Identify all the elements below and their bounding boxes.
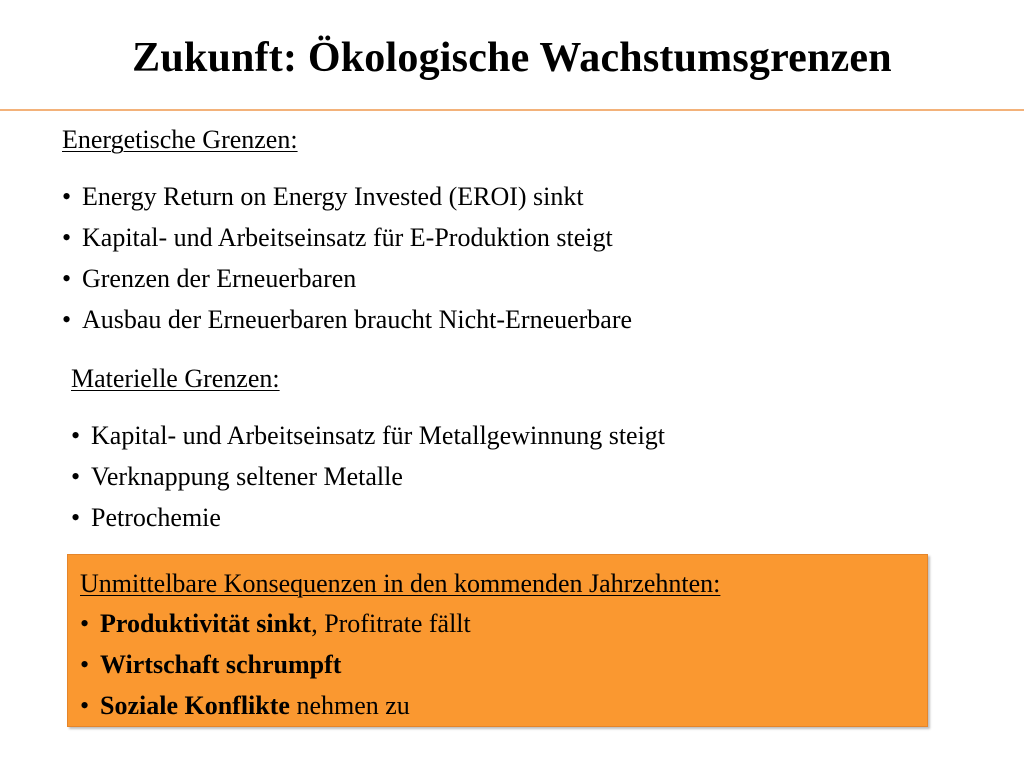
bullet: • bbox=[80, 609, 90, 638]
bullet: • bbox=[62, 182, 72, 211]
bullet: • bbox=[71, 462, 81, 491]
bullet: • bbox=[80, 650, 90, 679]
list-item-text: Petrochemie bbox=[91, 503, 221, 532]
list-item bbox=[80, 644, 471, 685]
bullet: • bbox=[62, 223, 72, 252]
list-item-text: Kapital- und Arbeitseinsatz für Metallgewinnung steigt bbox=[91, 421, 666, 450]
plain-phrase: nehmen zu bbox=[289, 691, 410, 720]
material-limits-list bbox=[71, 415, 665, 538]
consequences-heading: Unmittelbare Konsequenzen in den kommenden Jahrzehnten: bbox=[80, 569, 721, 598]
list-item bbox=[71, 497, 665, 538]
list-item bbox=[80, 603, 471, 644]
material-limits-heading: Materielle Grenzen: bbox=[71, 364, 280, 393]
list-item bbox=[71, 415, 665, 456]
list-item-text: Grenzen der Erneuerbaren bbox=[82, 264, 357, 293]
bullet: • bbox=[71, 421, 81, 450]
bullet: • bbox=[62, 305, 72, 334]
bullet: • bbox=[80, 691, 90, 720]
list-item-text: Kapital- und Arbeitseinsatz für E-Produktion steigt bbox=[82, 223, 613, 252]
energy-limits-list bbox=[62, 176, 632, 340]
list-item bbox=[62, 176, 632, 217]
list-item bbox=[62, 217, 632, 258]
consequences-list bbox=[80, 603, 471, 726]
slide-title: Zukunft: Ökologische Wachstumsgrenzen bbox=[132, 35, 892, 81]
plain-phrase: , Profitrate fällt bbox=[311, 609, 471, 638]
list-item bbox=[62, 299, 632, 340]
bold-phrase: Produktivität sinkt bbox=[100, 609, 312, 638]
bullet: • bbox=[71, 503, 81, 532]
energy-limits-heading: Energetische Grenzen: bbox=[62, 125, 298, 154]
list-item-text: Ausbau der Erneuerbaren braucht Nicht-Erneuerbare bbox=[82, 305, 633, 334]
list-item bbox=[80, 685, 471, 726]
title-divider bbox=[0, 109, 1024, 111]
list-item-text: Energy Return on Energy Invested (EROI) sinkt bbox=[82, 182, 584, 211]
bullet: • bbox=[62, 264, 72, 293]
bold-phrase: Soziale Konflikte bbox=[100, 691, 290, 720]
list-item-text: Verknappung seltener Metalle bbox=[91, 462, 403, 491]
consequences-box bbox=[67, 554, 928, 727]
list-item bbox=[62, 258, 632, 299]
bold-phrase: Wirtschaft schrumpft bbox=[100, 650, 342, 679]
list-item bbox=[71, 456, 665, 497]
